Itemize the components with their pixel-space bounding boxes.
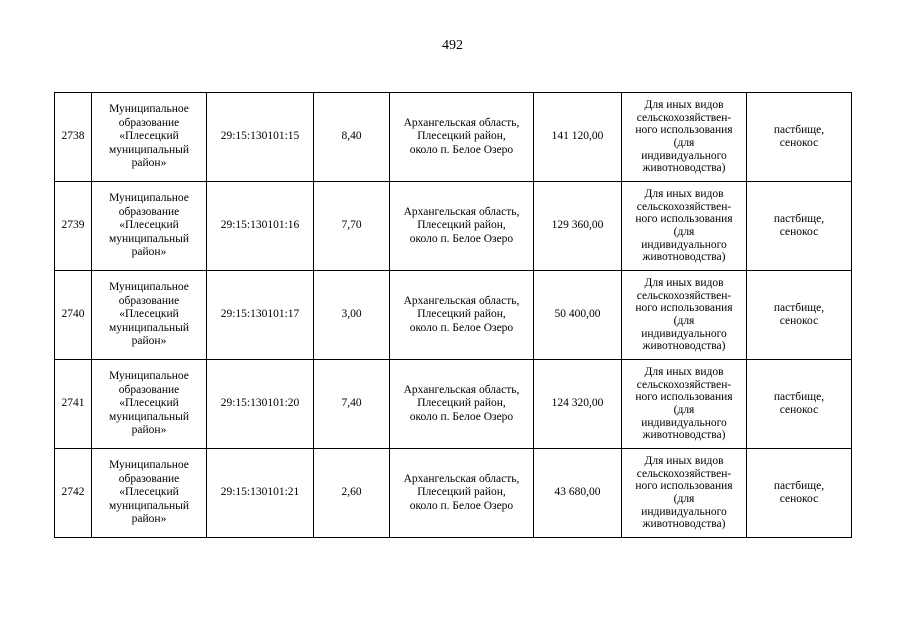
location-cell: Архангельская область, Плесецкий район, около п. Белое Озеро <box>390 93 534 182</box>
owner-cell: Муниципальное образование «Плесецкий муниципальный район» <box>92 182 207 271</box>
permitted-use-cell: Для иных видов сельскохозяйствен- ного использования (для индивидуального животноводства) <box>622 93 747 182</box>
table-row <box>55 93 852 182</box>
area-cell: 8,40 <box>314 93 390 182</box>
area-cell: 2,60 <box>314 449 390 538</box>
land-type-cell: пастбище, сенокос <box>747 449 852 538</box>
permitted-use-cell: Для иных видов сельскохозяйствен- ного использования (для индивидуального животноводства) <box>622 182 747 271</box>
permitted-use-cell: Для иных видов сельскохозяйствен- ного использования (для индивидуального животноводства) <box>622 360 747 449</box>
land-type-cell: пастбище, сенокос <box>747 182 852 271</box>
row-number-cell: 2739 <box>55 182 92 271</box>
cadastral-number-cell: 29:15:130101:15 <box>207 93 314 182</box>
permitted-use-cell: Для иных видов сельскохозяйствен- ного использования (для индивидуального животноводства) <box>622 449 747 538</box>
row-number-cell: 2741 <box>55 360 92 449</box>
land-type-cell: пастбище, сенокос <box>747 93 852 182</box>
owner-cell: Муниципальное образование «Плесецкий муниципальный район» <box>92 360 207 449</box>
row-number-cell: 2742 <box>55 449 92 538</box>
owner-cell: Муниципальное образование «Плесецкий муниципальный район» <box>92 449 207 538</box>
area-cell: 3,00 <box>314 271 390 360</box>
permitted-use-cell: Для иных видов сельскохозяйствен- ного использования (для индивидуального животноводства) <box>622 271 747 360</box>
row-number-cell: 2740 <box>55 271 92 360</box>
table-row <box>55 449 852 538</box>
owner-cell: Муниципальное образование «Плесецкий муниципальный район» <box>92 93 207 182</box>
cadastral-value-cell: 129 360,00 <box>534 182 622 271</box>
cadastral-number-cell: 29:15:130101:16 <box>207 182 314 271</box>
table-row <box>55 360 852 449</box>
page-number: 492 <box>442 38 463 53</box>
table-row <box>55 182 852 271</box>
land-plots-table <box>54 92 852 538</box>
table-row <box>55 271 852 360</box>
cadastral-value-cell: 124 320,00 <box>534 360 622 449</box>
location-cell: Архангельская область, Плесецкий район, около п. Белое Озеро <box>390 271 534 360</box>
owner-cell: Муниципальное образование «Плесецкий муниципальный район» <box>92 271 207 360</box>
location-cell: Архангельская область, Плесецкий район, около п. Белое Озеро <box>390 360 534 449</box>
land-type-cell: пастбище, сенокос <box>747 271 852 360</box>
row-number-cell: 2738 <box>55 93 92 182</box>
cadastral-value-cell: 141 120,00 <box>534 93 622 182</box>
area-cell: 7,70 <box>314 182 390 271</box>
location-cell: Архангельская область, Плесецкий район, около п. Белое Озеро <box>390 449 534 538</box>
cadastral-number-cell: 29:15:130101:17 <box>207 271 314 360</box>
cadastral-number-cell: 29:15:130101:20 <box>207 360 314 449</box>
cadastral-number-cell: 29:15:130101:21 <box>207 449 314 538</box>
cadastral-value-cell: 50 400,00 <box>534 271 622 360</box>
location-cell: Архангельская область, Плесецкий район, около п. Белое Озеро <box>390 182 534 271</box>
cadastral-value-cell: 43 680,00 <box>534 449 622 538</box>
area-cell: 7,40 <box>314 360 390 449</box>
land-type-cell: пастбище, сенокос <box>747 360 852 449</box>
